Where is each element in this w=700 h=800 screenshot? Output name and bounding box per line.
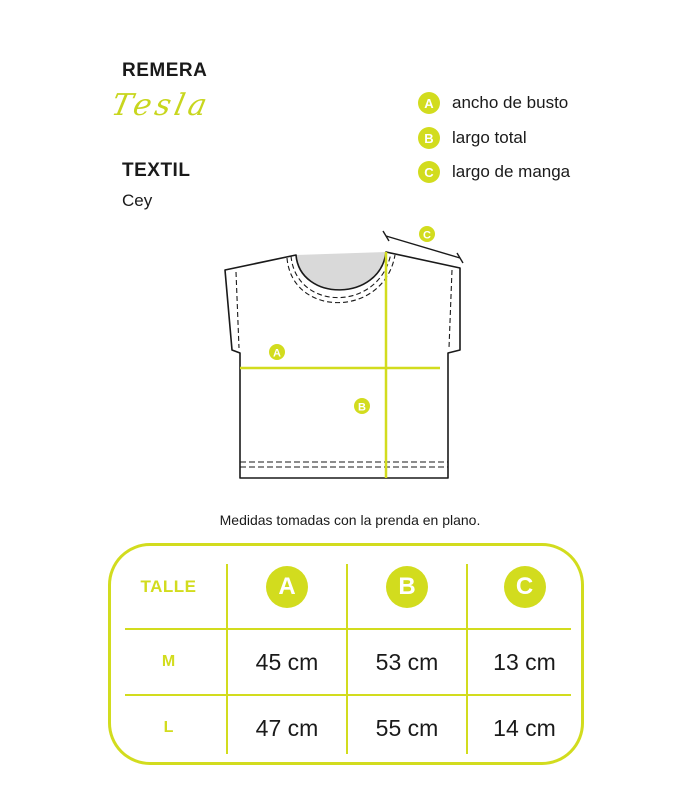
- size-table: [108, 543, 584, 765]
- table-cell-m-a: [228, 630, 346, 694]
- size-header-label: TALLE: [140, 577, 197, 596]
- marker-c-label: C: [423, 229, 431, 242]
- header-badge-c: C: [504, 566, 546, 608]
- legend-item-b: [418, 126, 527, 150]
- table-cell-l-a: [228, 696, 346, 760]
- size-label-m: M: [161, 653, 176, 670]
- product-type: REMERA: [122, 60, 208, 81]
- legend-badge-c: C: [418, 161, 440, 183]
- legend-label-c: largo de manga: [452, 162, 571, 181]
- value-m-c: 13 cm: [493, 648, 556, 675]
- legend-label-b: largo total: [452, 128, 527, 147]
- marker-a-label: A: [273, 347, 281, 360]
- tshirt-diagram: [215, 218, 485, 490]
- value-m-a: 45 cm: [255, 648, 319, 675]
- table-header-c: [468, 546, 581, 628]
- neck-opening: [296, 252, 386, 290]
- header-badge-b: B: [386, 566, 428, 608]
- fabric-value: Cey: [122, 191, 153, 210]
- right-sleeve-stitch: [449, 270, 452, 348]
- measurement-note: Medidas tomadas con la prenda en plano.: [219, 512, 481, 528]
- header-badge-a: A: [266, 566, 308, 608]
- left-sleeve-stitch: [236, 272, 239, 348]
- table-row-m-size: [111, 630, 226, 694]
- table-header-size: [111, 546, 226, 628]
- table-header-a: [228, 546, 346, 628]
- legend-label-a: ancho de busto: [452, 93, 569, 112]
- legend-badge-a: A: [418, 92, 440, 114]
- value-l-b: 55 cm: [375, 714, 439, 741]
- marker-b-label: B: [358, 401, 366, 414]
- product-name: Tesla: [108, 88, 215, 123]
- value-l-c: 14 cm: [493, 714, 556, 741]
- table-cell-l-b: [348, 696, 466, 760]
- table-cell-m-b: [348, 630, 466, 694]
- legend-item-a: [418, 91, 568, 115]
- value-m-b: 53 cm: [375, 648, 439, 675]
- legend-badge-b: B: [418, 127, 440, 149]
- legend-item-c: [418, 160, 570, 184]
- value-l-a: 47 cm: [255, 714, 319, 741]
- table-cell-l-c: [468, 696, 581, 760]
- table-header-b: [348, 546, 466, 628]
- fabric-label: TEXTIL: [122, 160, 191, 181]
- size-label-l: L: [163, 719, 174, 736]
- table-cell-m-c: [468, 630, 581, 694]
- table-row-l-size: [111, 696, 226, 760]
